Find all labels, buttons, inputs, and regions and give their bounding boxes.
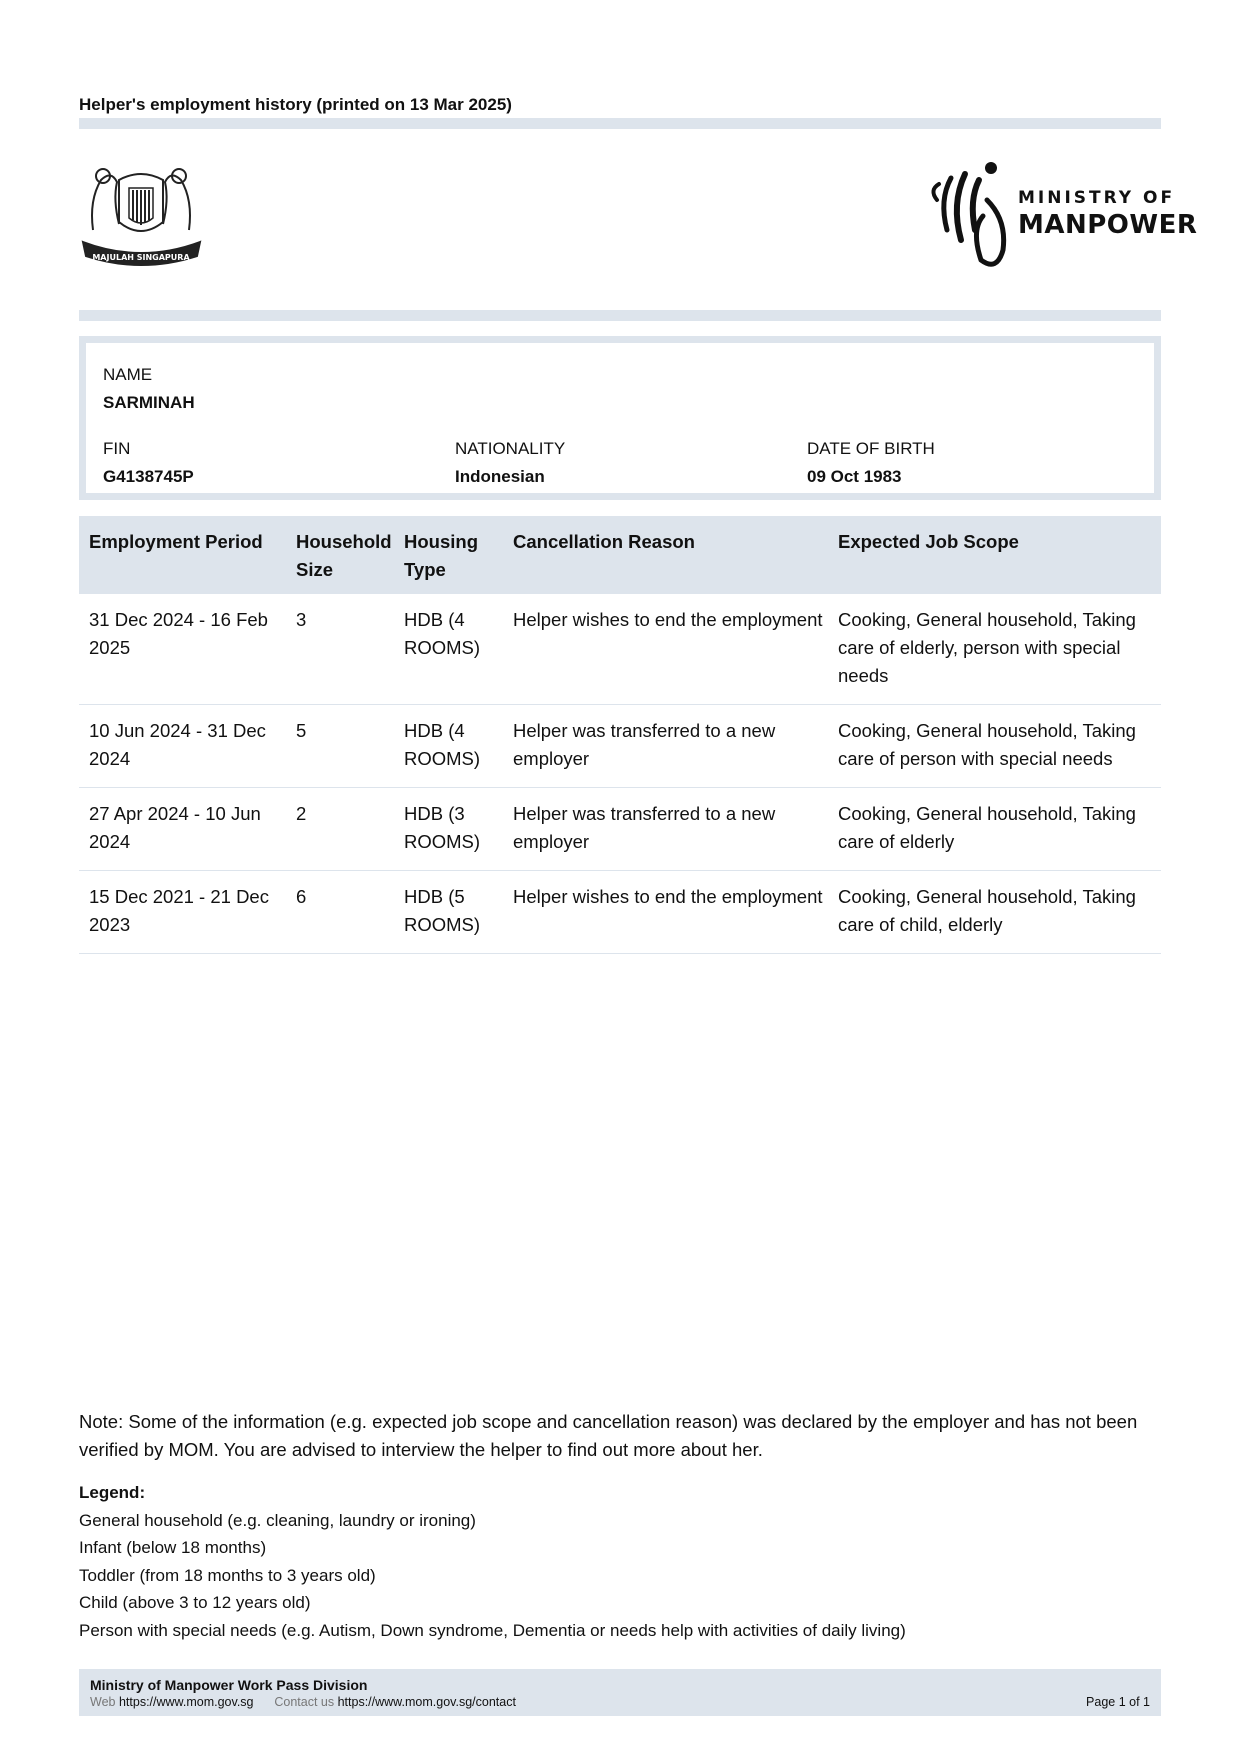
- housing-type: HDB (4 ROOMS): [402, 705, 511, 788]
- disclaimer-note: Note: Some of the information (e.g. expected job scope and cancellation reason) was declared by the employer and has not been verified by MOM. You are advised to interview the helper to find out more about her.: [79, 1411, 1138, 1460]
- mom-logo: [925, 160, 1198, 280]
- page-footer: [79, 1669, 1161, 1716]
- header-employment-period: Employment Period: [79, 516, 294, 594]
- employment-period: 10 Jun 2024 - 31 Dec 2024: [79, 705, 294, 788]
- header-divider: [79, 118, 1161, 129]
- helper-profile-panel: [79, 336, 1161, 500]
- name-label: NAME: [103, 365, 153, 384]
- housing-type: HDB (4 ROOMS): [402, 594, 511, 705]
- cancellation-reason: Helper was transferred to a new employer: [511, 788, 836, 871]
- web-link[interactable]: https://www.mom.gov.sg: [118, 1695, 254, 1709]
- housing-type: HDB (3 ROOMS): [402, 788, 511, 871]
- page-title: Helper's employment history (printed on 13 Mar 2025): [79, 95, 512, 114]
- page-number: Page 1 of 1: [1086, 1695, 1150, 1709]
- employment-period: 15 Dec 2021 - 21 Dec 2023: [79, 871, 294, 954]
- table-row: [79, 788, 1161, 871]
- contact-link[interactable]: https://www.mom.gov.sg/contact: [337, 1695, 516, 1709]
- nationality-value: Indonesian: [455, 467, 545, 486]
- expected-job-scope: Cooking, General household, Taking care of person with special needs: [836, 705, 1161, 788]
- contact-label: Contact us: [274, 1695, 335, 1709]
- housing-type: HDB (5 ROOMS): [402, 871, 511, 954]
- header-household-size: Household Size: [294, 516, 402, 594]
- dob-value: 09 Oct 1983: [807, 467, 902, 486]
- household-size: 3: [294, 594, 402, 705]
- household-size: 5: [294, 705, 402, 788]
- crest-motto: MAJULAH SINGAPURA: [92, 253, 190, 262]
- section-divider: [79, 310, 1161, 321]
- employment-history-table: [79, 516, 1161, 954]
- header-expected-job-scope: Expected Job Scope: [836, 516, 1161, 594]
- legend-item: Child (above 3 to 12 years old): [79, 1593, 311, 1612]
- legend-item: Infant (below 18 months): [79, 1538, 267, 1557]
- legend: [79, 1479, 1161, 1644]
- legend-title: Legend:: [79, 1483, 146, 1502]
- household-size: 2: [294, 788, 402, 871]
- cancellation-reason: Helper wishes to end the employment: [511, 871, 836, 954]
- table-row: [79, 705, 1161, 788]
- dob-label: DATE OF BIRTH: [807, 439, 935, 458]
- fin-value: G4138745P: [103, 467, 194, 486]
- employment-period: 31 Dec 2024 - 16 Feb 2025: [79, 594, 294, 705]
- expected-job-scope: Cooking, General household, Taking care of elderly, person with special needs: [836, 594, 1161, 705]
- header-housing-type: Housing Type: [402, 516, 511, 594]
- employment-period: 27 Apr 2024 - 10 Jun 2024: [79, 788, 294, 871]
- footer-title: Ministry of Manpower Work Pass Division: [90, 1677, 368, 1693]
- web-label: Web: [90, 1695, 116, 1709]
- legend-item: General household (e.g. cleaning, laundry or ironing): [79, 1510, 476, 1530]
- name-value: SARMINAH: [103, 393, 195, 412]
- mom-emblem-icon: [925, 160, 1025, 280]
- table-row: [79, 871, 1161, 954]
- cancellation-reason: Helper wishes to end the employment: [511, 594, 836, 705]
- expected-job-scope: Cooking, General household, Taking care of elderly: [836, 788, 1161, 871]
- fin-label: FIN: [103, 439, 131, 458]
- expected-job-scope: Cooking, General household, Taking care of child, elderly: [836, 871, 1161, 954]
- table-header-row: [79, 516, 1161, 594]
- mom-logo-line2: MANPOWER: [1018, 210, 1198, 240]
- footer-links: [90, 1695, 1150, 1709]
- nationality-label: NATIONALITY: [455, 439, 566, 458]
- header-cancellation-reason: Cancellation Reason: [511, 516, 836, 594]
- legend-item: Toddler (from 18 months to 3 years old): [79, 1565, 376, 1585]
- table-row: [79, 594, 1161, 705]
- cancellation-reason: Helper was transferred to a new employer: [511, 705, 836, 788]
- mom-logo-line1: MINISTRY OF: [1018, 188, 1176, 208]
- legend-item: Person with special needs (e.g. Autism, Down syndrome, Dementia or needs help with activities of daily living): [79, 1620, 906, 1640]
- singapore-crest-logo: [79, 160, 204, 270]
- household-size: 6: [294, 871, 402, 954]
